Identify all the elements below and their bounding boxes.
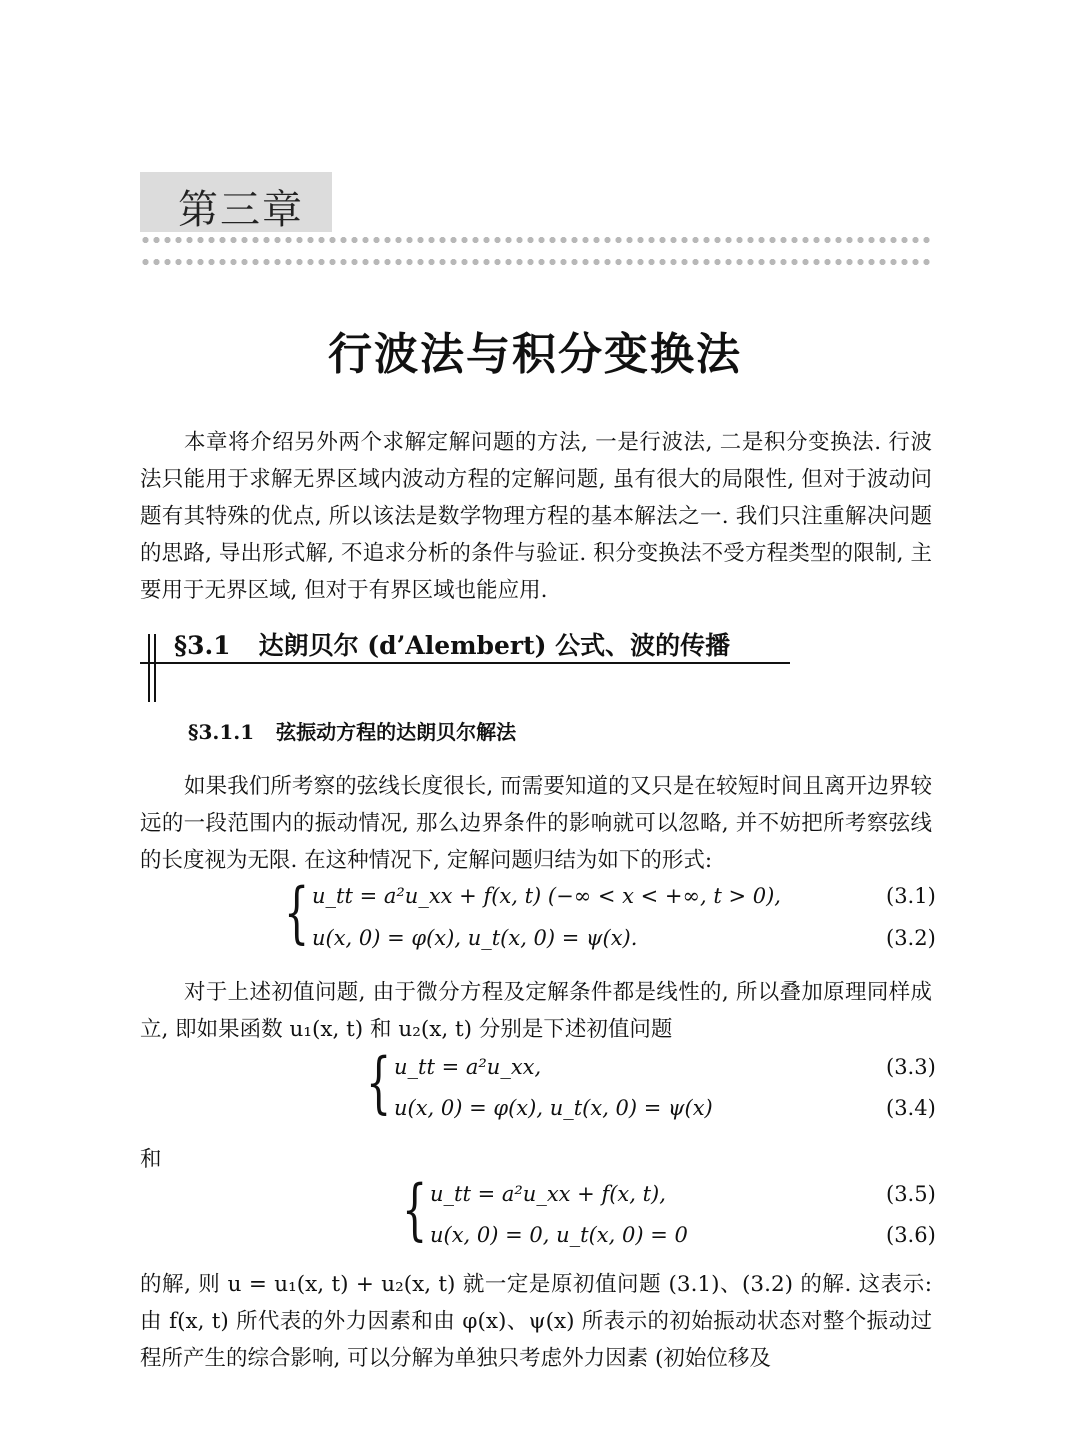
equation: u_tt = a²u_xx + f(x, t), xyxy=(430,1182,666,1206)
equation-number: (3.3) xyxy=(886,1055,936,1079)
paragraph: 对于上述初值问题, 由于微分方程及定解条件都是线性的, 所以叠加原理同样成立, 即如果函数 u₁(x, t) 和 u₂(x, t) 分别是下述初值问题 xyxy=(140,980,932,1042)
subsection-title: 弦振动方程的达朗贝尔解法 xyxy=(276,720,517,744)
equation-brace: { xyxy=(284,874,310,951)
equation: u(x, 0) = φ(x), u_t(x, 0) = ψ(x) xyxy=(394,1096,713,1120)
section-marker-bar xyxy=(154,634,156,702)
equation-number: (3.2) xyxy=(886,926,936,950)
equation: u(x, 0) = φ(x), u_t(x, 0) = ψ(x). xyxy=(312,926,638,950)
section-title: 达朗贝尔 (d’Alembert) 公式、波的传播 xyxy=(258,631,731,660)
connector-text: 和 xyxy=(140,1147,162,1172)
equation-number: (3.4) xyxy=(886,1096,936,1120)
equation-number: (3.1) xyxy=(886,884,936,908)
equation-number: (3.5) xyxy=(886,1182,936,1206)
subsection-number: §3.1.1 xyxy=(188,720,255,744)
dotted-divider-bottom xyxy=(140,258,932,266)
chapter-label: 第三章 xyxy=(178,187,304,233)
subsection-heading xyxy=(188,716,516,745)
equation-brace: { xyxy=(366,1044,392,1121)
section-number: §3.1 xyxy=(174,631,231,660)
equation: u_tt = a²u_xx, xyxy=(394,1055,542,1079)
paragraph: 如果我们所考察的弦线长度很长, 而需要知道的又只是在较短时间且离开边界较远的一段范围内的振动情况, 那么边界条件的影响就可以忽略, 并不妨把所考察弦线的长度视为无限. 在这种情况下, 定解问题归结为如下的形式: xyxy=(140,774,932,873)
paragraph: 的解, 则 u = u₁(x, t) + u₂(x, t) 就一定是原初值问题 (3.1)、(3.2) 的解. 这表示: 由 f(x, t) 所代表的外力因素和由 φ(x)、ψ(x) 所表示的初始振动状态对整个振动过程所产生的综合影响, 可以分解为单独只考虑外力因素 (初始位移及 xyxy=(140,1272,932,1371)
equation-number: (3.6) xyxy=(886,1223,936,1247)
section-title-line xyxy=(174,626,730,662)
equation-brace: { xyxy=(402,1171,428,1248)
chapter-title: 行波法与积分变换法 xyxy=(328,329,742,380)
equation: u_tt = a²u_xx + f(x, t) (−∞ < x < +∞, t > 0), xyxy=(312,884,781,908)
dotted-divider-top xyxy=(140,236,932,244)
section-heading xyxy=(140,624,800,670)
intro-paragraph: 本章将介绍另外两个求解定解问题的方法, 一是行波法, 二是积分变换法. 行波法只能用于求解无界区域内波动方程的定解问题, 虽有很大的局限性, 但对于波动问题有其特殊的优点, 所以该法是数学物理方程的基本解法之一. 我们只注重解决问题的思路, 导出形式解, 不追求分析的条件与验证. 积分变换法不受方程类型的限制, 主要用于无界区域, 但对于有界区域也能应用. xyxy=(140,430,932,603)
section-underline xyxy=(140,662,790,664)
section-marker-bar xyxy=(148,634,150,702)
equation: u(x, 0) = 0, u_t(x, 0) = 0 xyxy=(430,1223,688,1247)
